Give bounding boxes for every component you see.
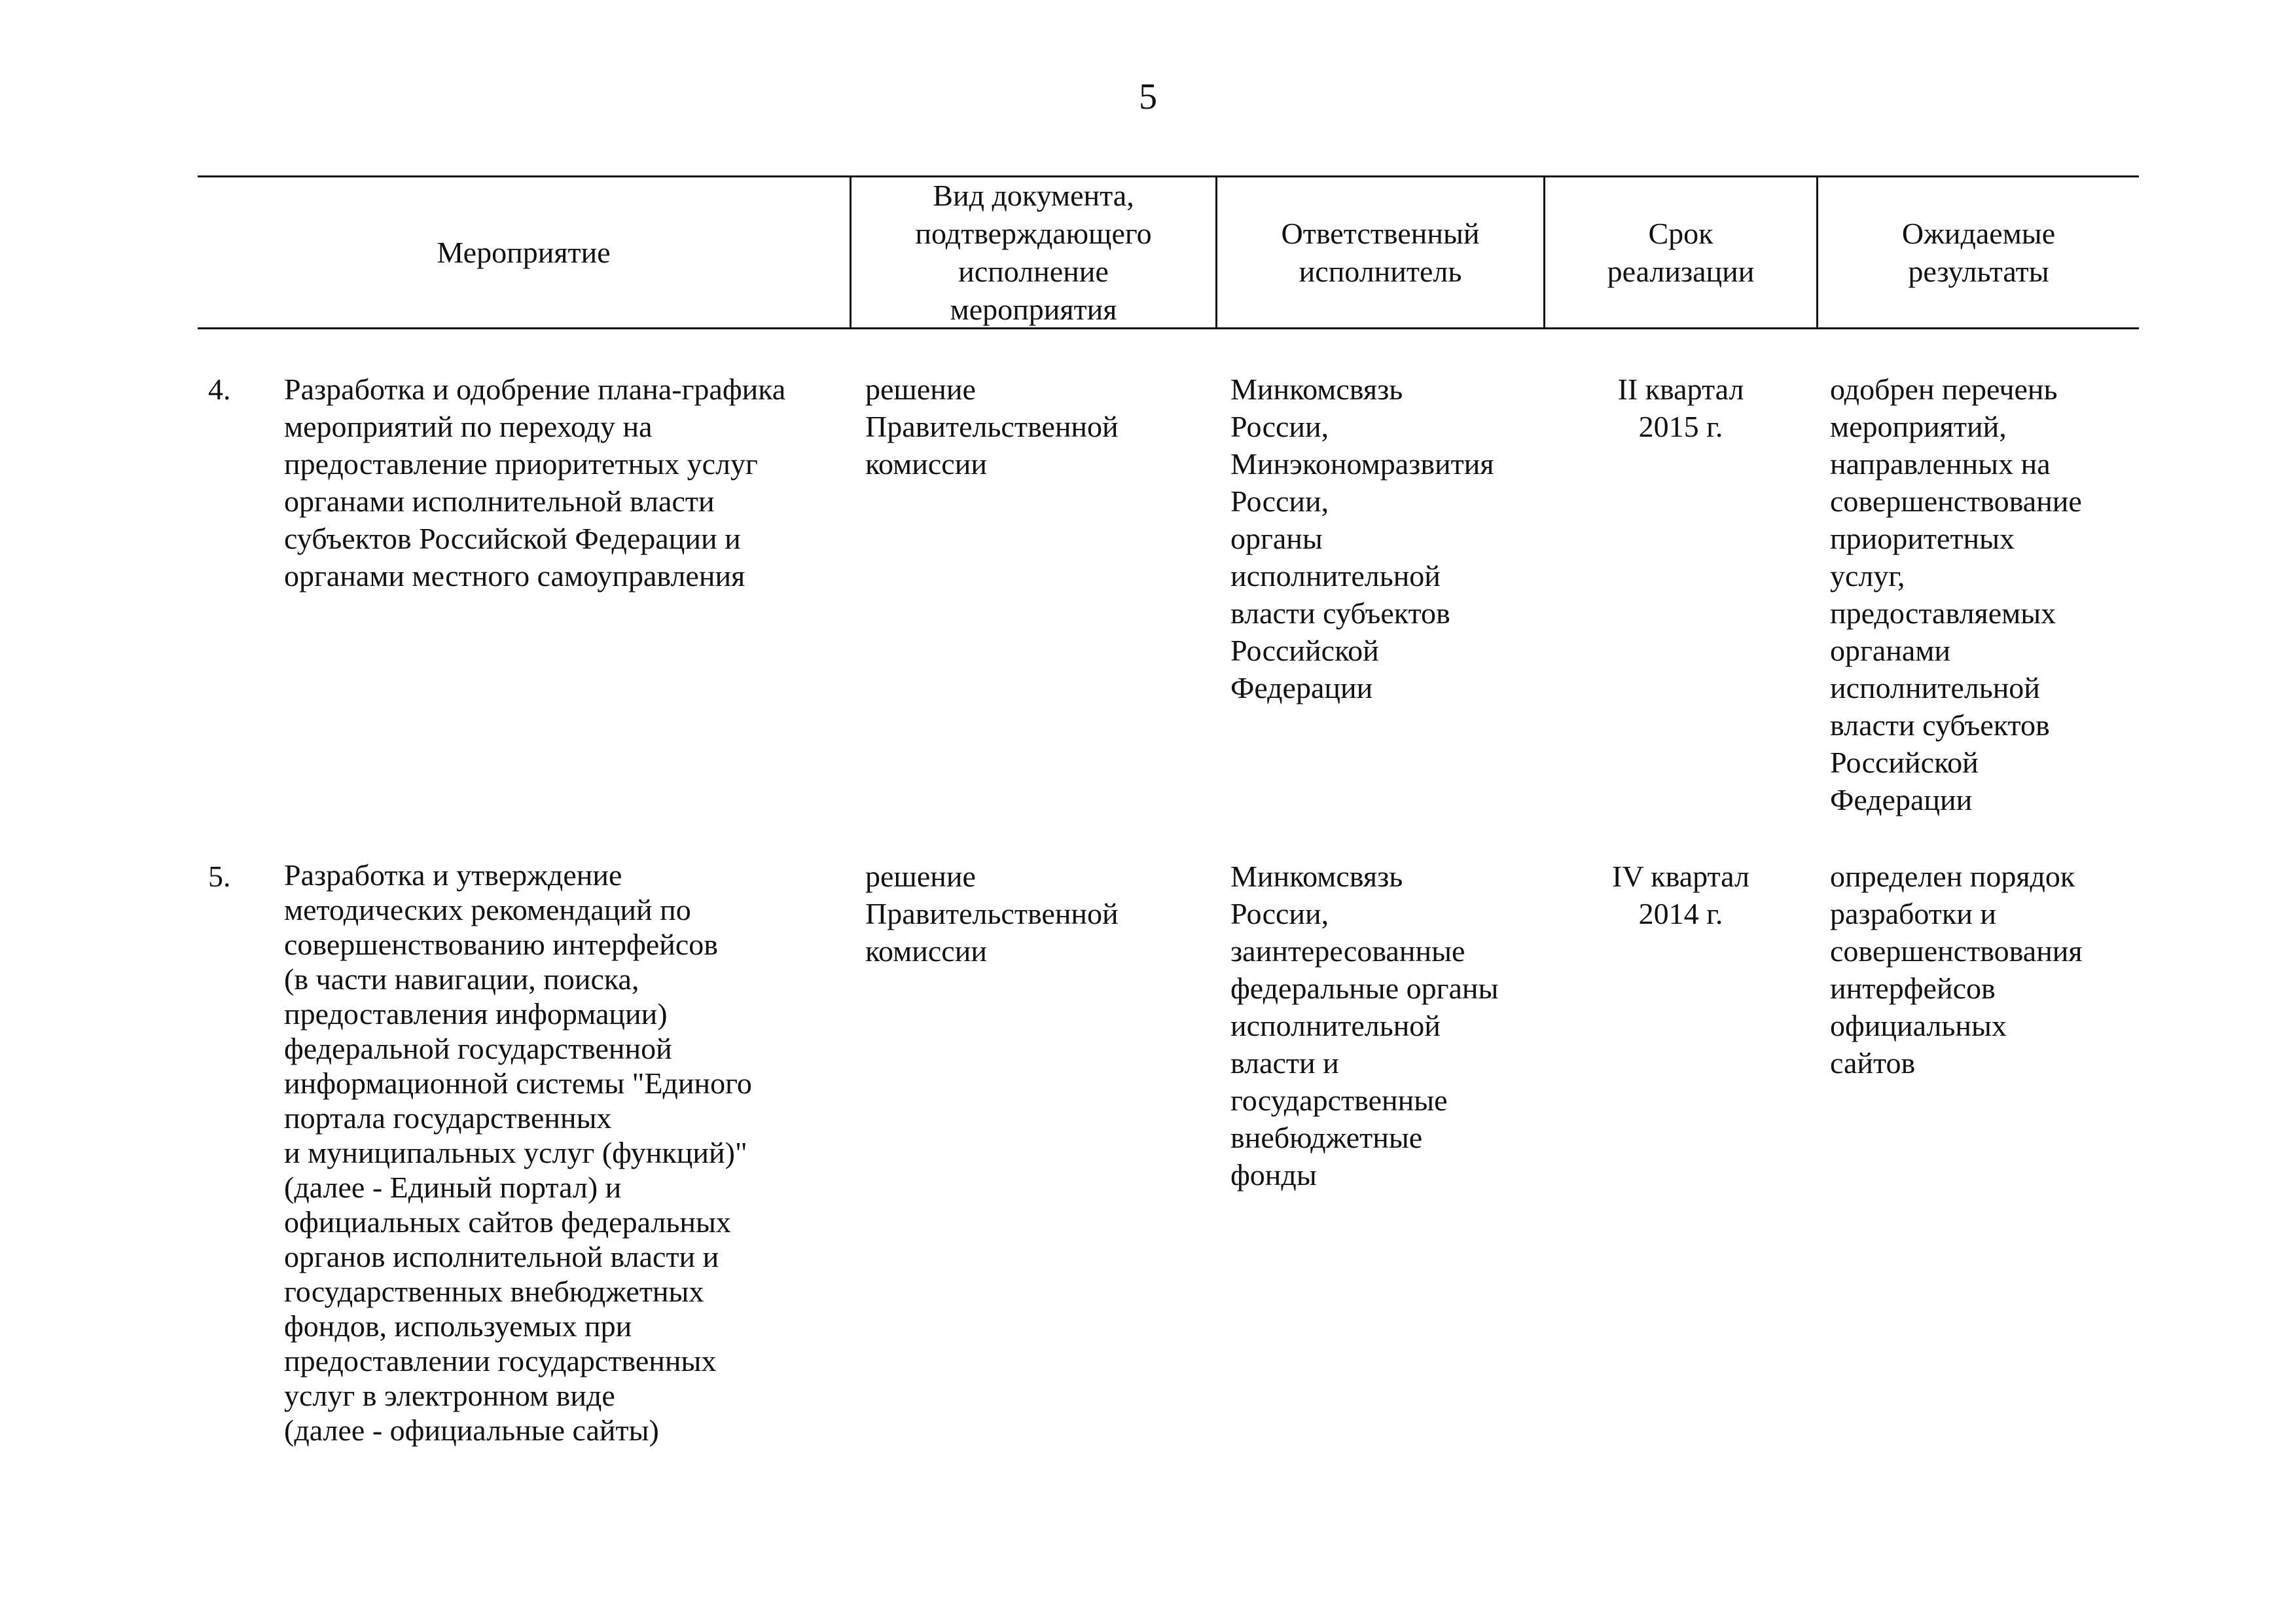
header-event: Мероприятие <box>437 236 611 269</box>
header-results: Ожидаемые результаты <box>1901 217 2056 288</box>
row-event: Разработка и одобрение плана-графика мероприятий по переходу на предоставление приоритетных услуг органами исполнительной власти субъектов Российской Федерации и органами местного самоуправления <box>284 373 786 593</box>
row-responsible: Минкомсвязь России, заинтересованные федеральные органы исполнительной власти и государственные внебюджетные фонды <box>1230 860 1499 1192</box>
row-number: 4. <box>208 373 231 406</box>
header-deadline: Срок реализации <box>1607 217 1755 288</box>
row-event: Разработка и утверждение методических рекомендаций по совершенствованию интерфейсов (в части навигации, поиска, предоставления информации) федеральной государственной информационной системы "Единого портала государственных и муниципальных услуг (функций)" (далее - Единый портал) и официальных сайтов федеральных органов исполнительной власти и государственных внебюджетных фондов, используемых при предоставлении государственных услуг в электронном виде (далее - официальные сайты) <box>284 858 752 1447</box>
row-responsible: Минкомсвязь России, Минэкономразвития России, органы исполнительной власти субъектов Российской Федерации <box>1230 373 1494 704</box>
row-results: одобрен перечень мероприятий, направленных на совершенствование приоритетных услуг, предоставляемых органами исполнительной власти субъектов Российской Федерации <box>1830 373 2082 816</box>
header-responsible: Ответственный исполнитель <box>1281 217 1480 288</box>
row-results: определен порядок разработки и совершенствования интерфейсов официальных сайтов <box>1830 860 2083 1080</box>
row-number: 5. <box>208 860 231 893</box>
row-deadline: II квартал 2015 г. <box>1617 373 1744 443</box>
row-document-type: решение Правительственной комиссии <box>865 860 1119 968</box>
row-deadline: IV квартал 2014 г. <box>1612 860 1749 930</box>
row-document-type: решение Правительственной комиссии <box>865 373 1119 481</box>
header-document-type: Вид документа, подтверждающего исполнение мероприятия <box>915 179 1152 326</box>
page-number: 5 <box>1139 77 1157 117</box>
